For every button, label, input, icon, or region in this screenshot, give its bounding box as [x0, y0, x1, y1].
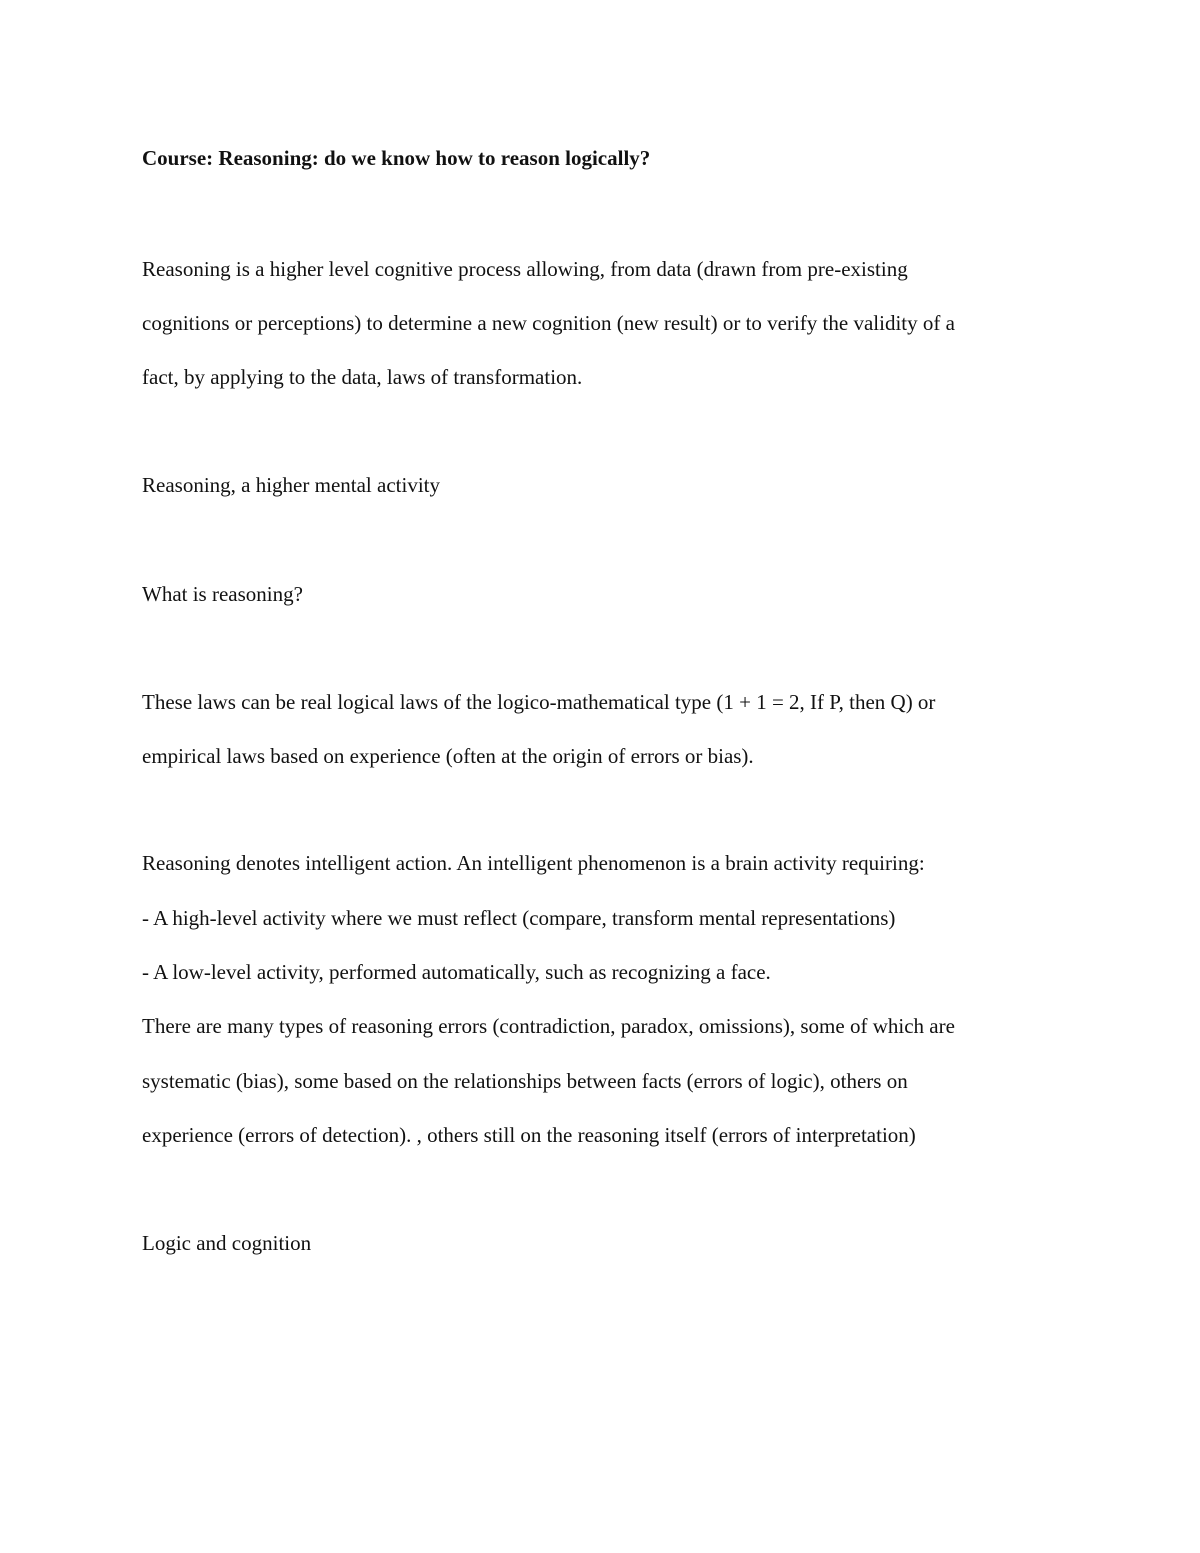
intelligent-line-6: experience (errors of detection). , others still on the reasoning itself (errors of interpretation) — [142, 1123, 916, 1147]
intro-line-3: fact, by applying to the data, laws of transformation. — [142, 365, 583, 389]
intelligent-line-5: systematic (bias), some based on the relationships between facts (errors of logic), others on — [142, 1069, 908, 1093]
laws-line-2: empirical laws based on experience (often at the origin of errors or bias). — [142, 744, 754, 768]
intelligent-line-1: Reasoning denotes intelligent action. An intelligent phenomenon is a brain activity requiring: — [142, 851, 925, 875]
intelligent-line-2: - A high-level activity where we must reflect (compare, transform mental representations) — [142, 906, 896, 930]
document-title: Course: Reasoning: do we know how to reason logically? — [142, 146, 651, 170]
intelligent-line-4: There are many types of reasoning errors (contradiction, paradox, omissions), some of which are — [142, 1014, 955, 1038]
heading-mental-activity: Reasoning, a higher mental activity — [142, 473, 440, 497]
heading-what-is-reasoning: What is reasoning? — [142, 582, 303, 606]
intro-line-1: Reasoning is a higher level cognitive process allowing, from data (drawn from pre-existing — [142, 257, 908, 281]
heading-logic-cognition: Logic and cognition — [142, 1231, 312, 1255]
laws-line-1: These laws can be real logical laws of the logico-mathematical type (1 + 1 = 2, If P, then Q) or — [142, 690, 936, 714]
intelligent-line-3: - A low-level activity, performed automatically, such as recognizing a face. — [142, 960, 771, 984]
intro-line-2: cognitions or perceptions) to determine a new cognition (new result) or to verify the validity of a — [142, 311, 955, 335]
